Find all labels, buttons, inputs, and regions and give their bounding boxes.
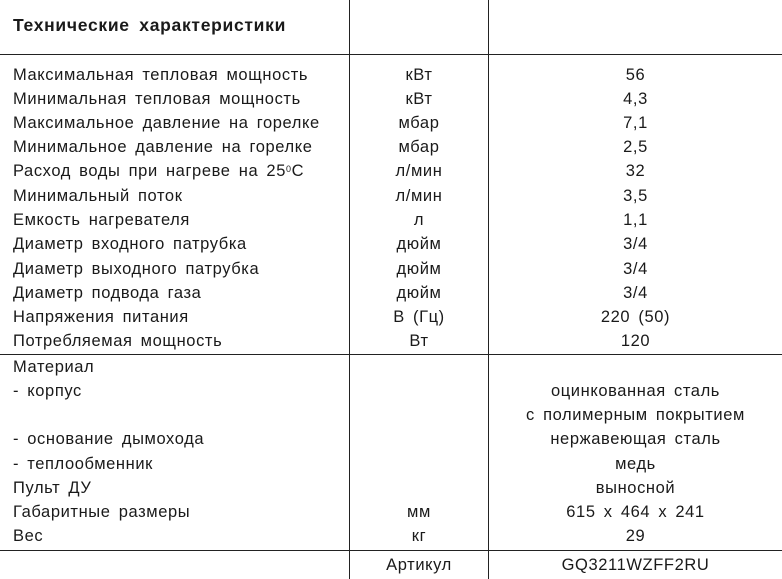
row-value: 7,1 xyxy=(623,114,648,132)
row-unit: дюйм xyxy=(396,284,442,302)
article-divider xyxy=(0,550,782,551)
row-param: Напряжения питания xyxy=(13,308,189,326)
row-param: Минимальное давление на горелке xyxy=(13,138,313,156)
weight-unit: кг xyxy=(411,527,427,545)
exchanger-value: медь xyxy=(615,455,656,473)
param-text-end: С xyxy=(291,162,305,180)
row-param: Минимальная тепловая мощность xyxy=(13,90,301,108)
body-value-1: оцинкованная сталь xyxy=(550,382,721,400)
row-param: Максимальное давление на горелке xyxy=(13,114,320,132)
row-param: Диаметр подвода газа xyxy=(13,284,202,302)
row-param: Диаметр входного патрубка xyxy=(13,235,247,253)
row-unit: л xyxy=(413,211,425,229)
body-value-2: с полимерным покрытием xyxy=(526,406,745,424)
row-value: 220 (50) xyxy=(600,308,671,326)
row-param xyxy=(13,159,304,183)
chimney-value: нержавеющая сталь xyxy=(550,430,721,448)
row-value: 32 xyxy=(625,162,646,180)
body-label: - корпус xyxy=(13,382,82,400)
row-value: 1,1 xyxy=(623,211,648,229)
row-param: Потребляемая мощность xyxy=(13,332,223,350)
row-value: 3/4 xyxy=(623,284,648,302)
remote-value: выносной xyxy=(595,479,676,497)
section-divider xyxy=(0,354,782,355)
row-unit: дюйм xyxy=(396,235,442,253)
header-divider xyxy=(0,54,782,55)
row-unit: Вт xyxy=(409,332,429,350)
row-unit: мбар xyxy=(398,114,440,132)
row-unit: кВт xyxy=(405,66,433,84)
row-param: Емкость нагревателя xyxy=(13,211,190,229)
remote-label: Пульт ДУ xyxy=(13,479,92,497)
exchanger-label: - теплообменник xyxy=(13,455,153,473)
row-unit: В (Гц) xyxy=(393,308,445,326)
table-title: Технические характеристики xyxy=(13,15,287,35)
param-text: Расход воды при нагреве на 25 xyxy=(13,162,286,180)
row-unit: мбар xyxy=(398,138,440,156)
row-value: 120 xyxy=(620,332,651,350)
row-value: 3,5 xyxy=(623,187,648,205)
row-value: 56 xyxy=(625,66,646,84)
weight-label: Вес xyxy=(13,527,44,545)
row-unit: кВт xyxy=(405,90,433,108)
degree-sup: 0 xyxy=(285,164,292,174)
row-unit: л/мин xyxy=(395,162,443,180)
dimensions-value: 615 x 464 x 241 xyxy=(566,503,705,521)
material-label: Материал xyxy=(13,358,95,376)
row-value: 2,5 xyxy=(623,138,648,156)
row-value: 4,3 xyxy=(623,90,648,108)
row-value: 3/4 xyxy=(623,260,648,278)
dimensions-unit: мм xyxy=(407,503,431,521)
row-param: Максимальная тепловая мощность xyxy=(13,66,309,84)
row-param: Минимальный поток xyxy=(13,187,183,205)
article-label: Артикул xyxy=(386,556,452,574)
chimney-label: - основание дымохода xyxy=(13,430,205,448)
row-param: Диаметр выходного патрубка xyxy=(13,260,260,278)
weight-value: 29 xyxy=(625,527,646,545)
article-value: GQ3211WZFF2RU xyxy=(561,556,710,574)
row-value: 3/4 xyxy=(623,235,648,253)
row-unit: дюйм xyxy=(396,260,442,278)
row-unit: л/мин xyxy=(395,187,443,205)
dimensions-label: Габаритные размеры xyxy=(13,503,191,521)
